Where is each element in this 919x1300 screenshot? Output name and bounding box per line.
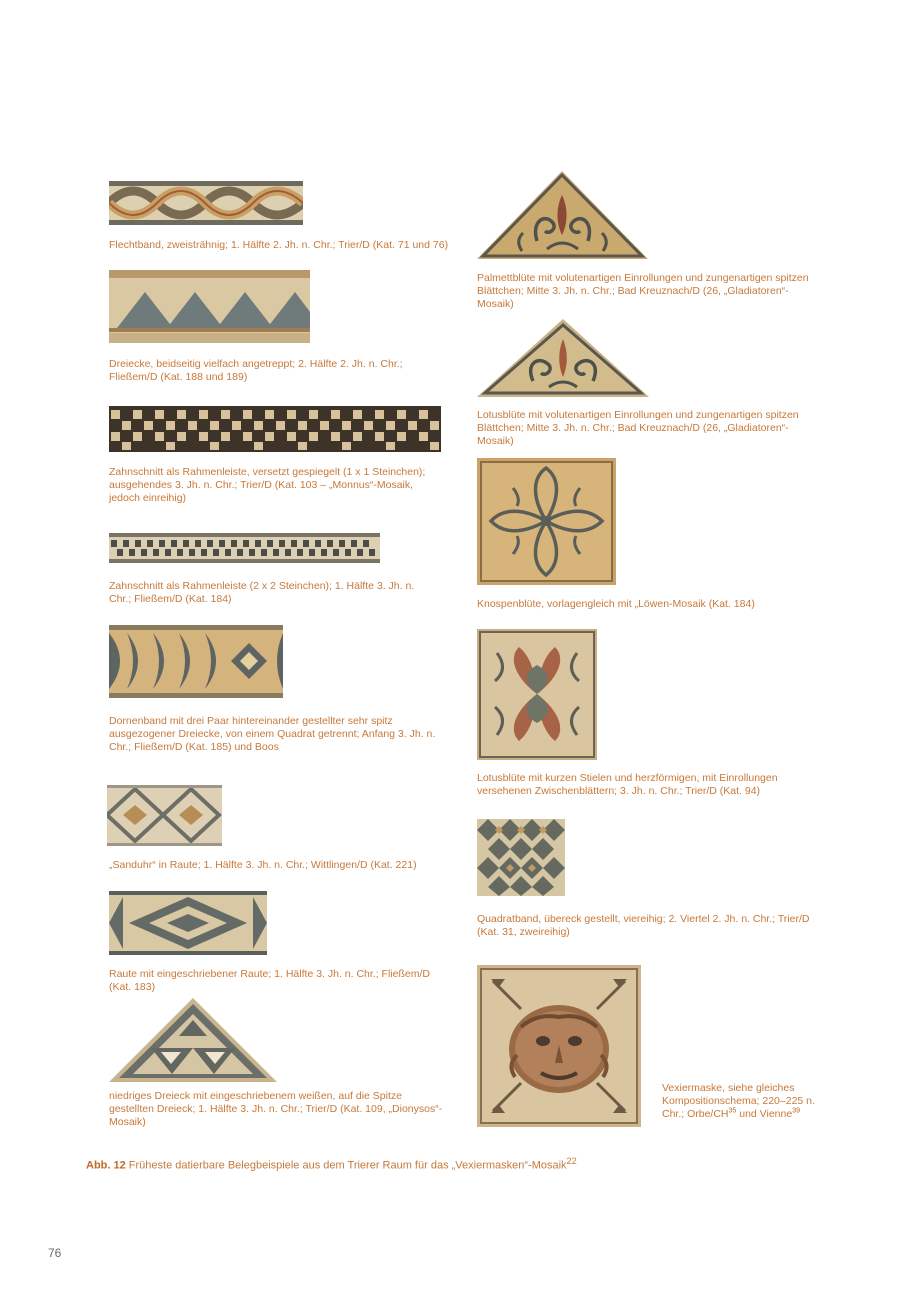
figure-caption: [86, 1156, 786, 1172]
mosaic-dentil-1x1-image: [109, 406, 441, 452]
mosaic-low-triangle-image: [109, 996, 277, 1084]
caption-square-band: Quadratband, übereck gestellt, viereihig; 2. Viertel 2. Jh. n. Chr.; Trier/D (Kat. 31, zweireihig): [477, 913, 810, 938]
caption-palmette: Palmettblüte mit volutenartigen Einrollungen und zungenartigen spitzen Blättchen; Mitte 3. Jh. n. Chr.; Bad Kreuznach/D (26, „Gladiatoren“-Mosaik): [477, 272, 809, 310]
caption-dentil-1x1: Zahnschnitt als Rahmenleiste, versetzt gespiegelt (1 x 1 Steinchen); ausgehendes 3. Jh. n. Chr.; Trier/D (Kat. 103 – „Monnus“-Mosaik, jedoch einreihig): [109, 466, 426, 504]
caption-dentil-2x2: Zahnschnitt als Rahmenleiste (2 x 2 Steinchen); 1. Hälfte 3. Jh. n. Chr.; Fließem/D (Kat. 184): [109, 580, 415, 605]
mosaic-thorn-band-image: [109, 625, 283, 698]
caption-trick-mask: [662, 1082, 832, 1121]
mosaic-square-band-image: [477, 819, 565, 896]
mosaic-palmette-triangle-image: [477, 171, 648, 259]
caption-hourglass-lozenge: „Sanduhr“ in Raute; 1. Hälfte 3. Jh. n. Chr.; Wittlingen/D (Kat. 221): [109, 859, 417, 871]
caption-trick-mask-text: Vexiermaske, siehe gleiches Kompositionschema; 220–225 n. Chr.; Orbe/CH: [662, 1082, 815, 1120]
caption-lotus-square: Lotusblüte mit kurzen Stielen und herzförmigen, mit Einrollungen versehenen Zwischenblättern; 3. Jh. n. Chr.; Trier/D (Kat. 94): [477, 772, 778, 797]
mosaic-stepped-triangles-image: [109, 270, 310, 343]
mosaic-nested-lozenge-image: [109, 891, 267, 955]
mosaic-guilloche-image: [109, 181, 303, 225]
caption-lotus-triangle: Lotusblüte mit volutenartigen Einrollungen und zungenartigen spitzen Blättchen; Mitte 3. Jh. n. Chr.; Bad Kreuznach/D (26, „Gladiatoren“-Mosaik): [477, 409, 799, 447]
mosaic-bud-square-image: [477, 458, 616, 585]
figure-caption-text: Früheste datierbare Belegbeispiele aus dem Trierer Raum für das „Vexiermasken“-Mosaik: [125, 1159, 567, 1172]
caption-nested-lozenge: Raute mit eingeschriebener Raute; 1. Hälfte 3. Jh. n. Chr.; Fließem/D (Kat. 183): [109, 968, 430, 993]
caption-trick-mask-text-2: und Vienne: [736, 1108, 793, 1120]
footnote-ref-35: 35: [728, 1107, 737, 1115]
mosaic-lotus-square-image: [477, 629, 597, 760]
mosaic-dentil-2x2-image: [109, 533, 380, 563]
mosaic-hourglass-lozenge-image: [107, 785, 222, 846]
caption-bud: Knospenblüte, vorlagengleich mit „Löwen-Mosaik (Kat. 184): [477, 598, 755, 610]
figure-label: Abb. 12: [86, 1159, 126, 1172]
footnote-ref-22: 22: [566, 1156, 577, 1166]
mosaic-trick-mask-image: [477, 965, 641, 1127]
page-number: 76: [48, 1246, 62, 1260]
caption-thorn-band: Dornenband mit drei Paar hintereinander gestellter sehr spitz ausgezogener Dreiecke, von einem Quadrat getrennt; Anfang 3. Jh. n. Chr.; Fließem/D (Kat. 185) und Boos: [109, 715, 436, 753]
caption-low-triangle: niedriges Dreieck mit eingeschriebenem weißen, auf die Spitze gestellten Dreieck; 1. Hälfte 3. Jh. n. Chr.; Trier/D (Kat. 109, „Dionysos“-Mosaik): [109, 1090, 443, 1128]
caption-stepped-triangles: Dreiecke, beidseitig vielfach angetreppt; 2. Hälfte 2. Jh. n. Chr.; Fließem/D (Kat. 188 und 189): [109, 358, 403, 383]
caption-guilloche: Flechtband, zweisträhnig; 1. Hälfte 2. Jh. n. Chr.; Trier/D (Kat. 71 und 76): [109, 239, 449, 251]
footnote-ref-39: 39: [792, 1107, 800, 1115]
mosaic-lotus-triangle-image: [477, 319, 649, 397]
